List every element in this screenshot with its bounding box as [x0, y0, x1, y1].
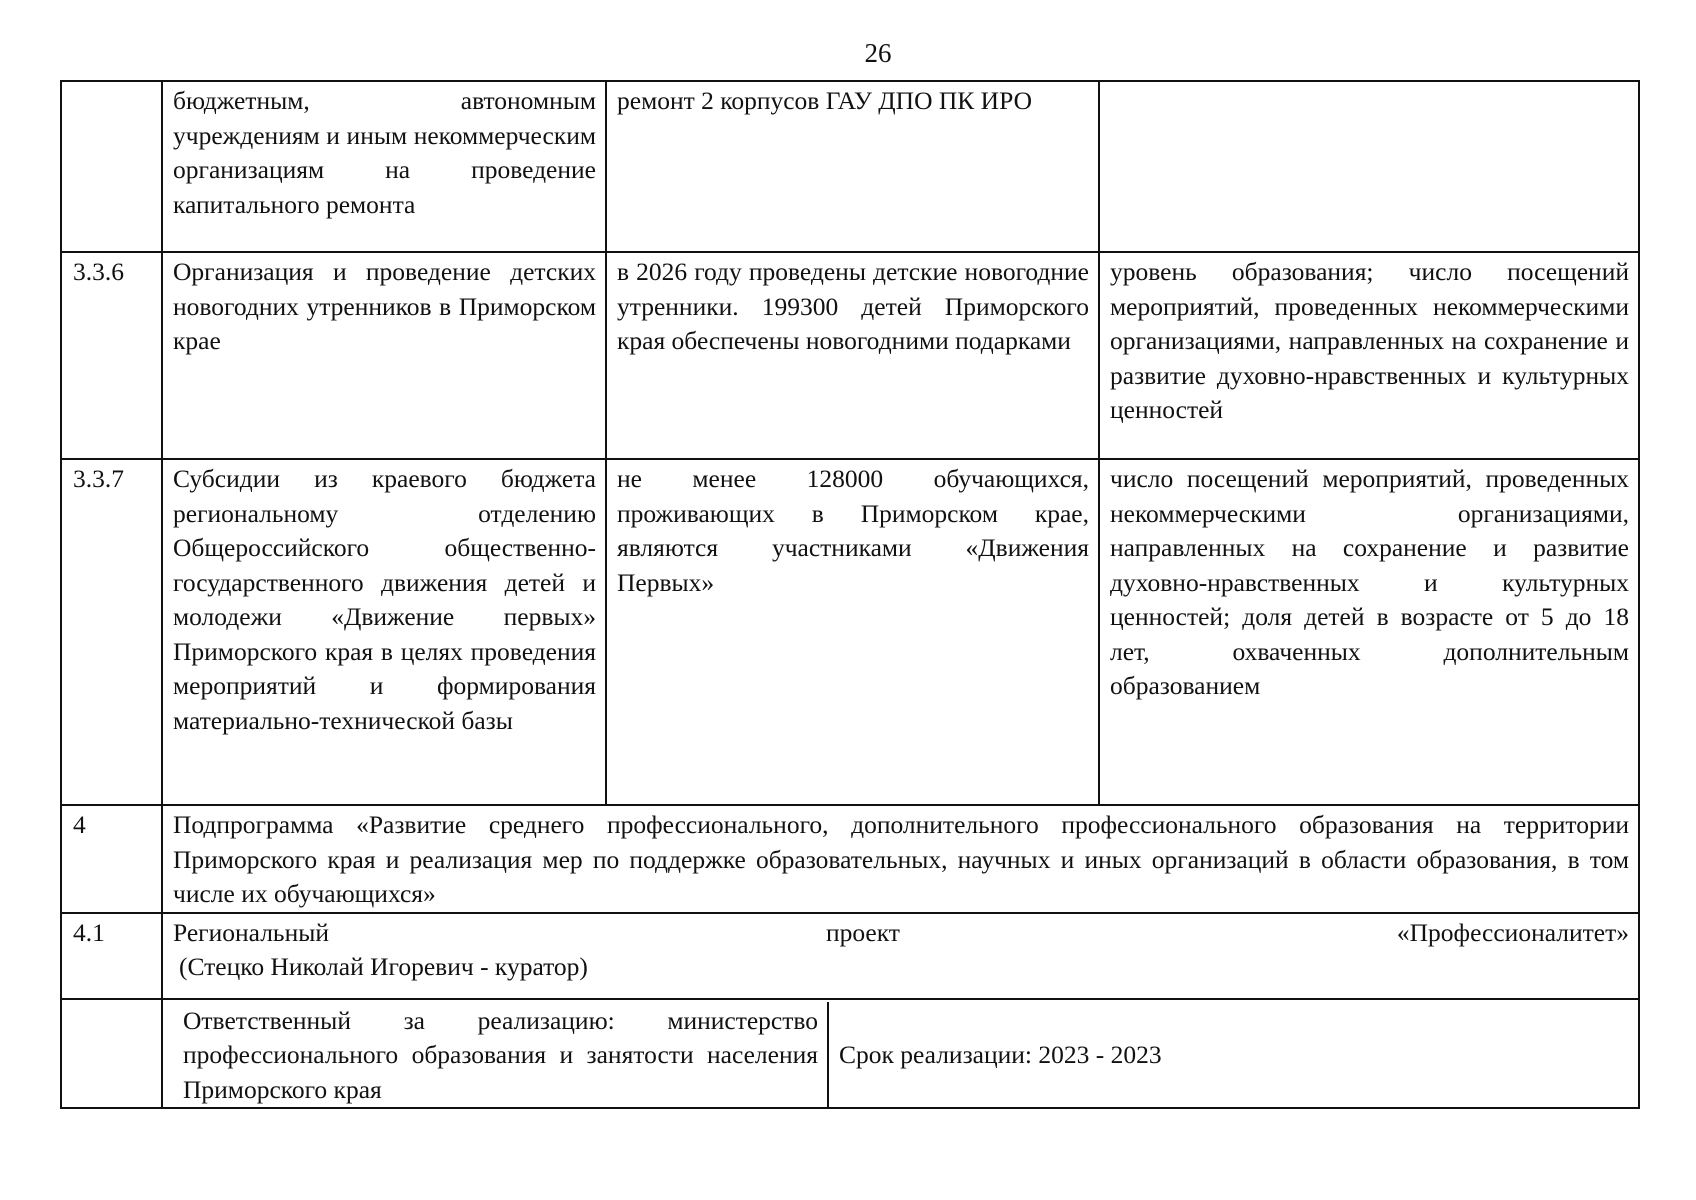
row-number: 3.3.6	[61, 252, 162, 459]
project-curator: (Стецко Николай Игоревич - куратор)	[179, 952, 588, 981]
event-cell: Организация и проведение детских новогодних утренников в Приморском крае	[162, 252, 606, 459]
row-number: 3.3.7	[61, 459, 162, 805]
project-row	[61, 913, 1639, 999]
project-title-line	[173, 916, 1629, 951]
project-word-name: «Профессионалитет»	[1396, 917, 1629, 947]
table-row	[61, 252, 1639, 459]
table-row	[61, 459, 1639, 805]
empty-number-cell	[61, 999, 162, 1109]
responsible-row	[61, 999, 1639, 1109]
event-cell: бюджетным, автономным учреждениям и иным некоммерческим организациям на проведение капитального ремонта	[162, 81, 606, 252]
result-cell: в 2026 году проведены детские новогодние утренники. 199300 детей Приморского края обеспечены новогодними подарками	[606, 252, 1099, 459]
subprogram-title: Подпрограмма «Развитие среднего профессионального, дополнительного профессионального образования на территории Приморского края и реализация мер по поддержке образовательных, научных и иных организаций в области образования, в том числе их обучающихся»	[162, 805, 1639, 913]
indicator-cell: число посещений мероприятий, проведенных некоммерческими организациями, направленных на сохранение и развитие духовно-нравственных и культурных ценностей; доля детей в возрасте от 5 до 18 лет, охваченных дополнительным образованием	[1099, 459, 1639, 805]
project-word-regional: Региональный	[173, 917, 329, 947]
subprogram-number: 4	[61, 805, 162, 913]
responsible-organization: Ответственный за реализацию: министерство профессионального образования и занятости населения Приморского края	[173, 1002, 828, 1108]
event-cell: Субсидии из краевого бюджета региональному отделению Общероссийского общественно-государственного движения детей и молодежи «Движение первых» Приморского края в целях проведения мероприятий и формирования материально-технической базы	[162, 459, 606, 805]
indicator-cell	[1099, 81, 1639, 252]
result-cell: не менее 128000 обучающихся, проживающих в Приморском крае, являются участниками «Движения Первых»	[606, 459, 1099, 805]
responsible-split-cell	[162, 999, 1639, 1109]
table-row	[61, 81, 1639, 252]
result-cell: ремонт 2 корпусов ГАУ ДПО ПК ИРО	[606, 81, 1099, 252]
project-title	[162, 913, 1639, 999]
project-word-project: проект	[825, 917, 900, 947]
page-number: 26	[864, 38, 892, 68]
implementation-term: Срок реализации: 2023 - 2023	[839, 1040, 1162, 1069]
subprogram-row	[61, 805, 1639, 913]
project-number: 4.1	[61, 913, 162, 999]
row-number	[61, 81, 162, 252]
responsible-inner-table	[173, 1002, 1629, 1108]
indicator-cell: уровень образования; число посещений мероприятий, проведенных некоммерческими организациями, направленных на сохранение и развитие духовно-нравственных и культурных ценностей	[1099, 252, 1639, 459]
program-table	[60, 80, 1640, 1109]
